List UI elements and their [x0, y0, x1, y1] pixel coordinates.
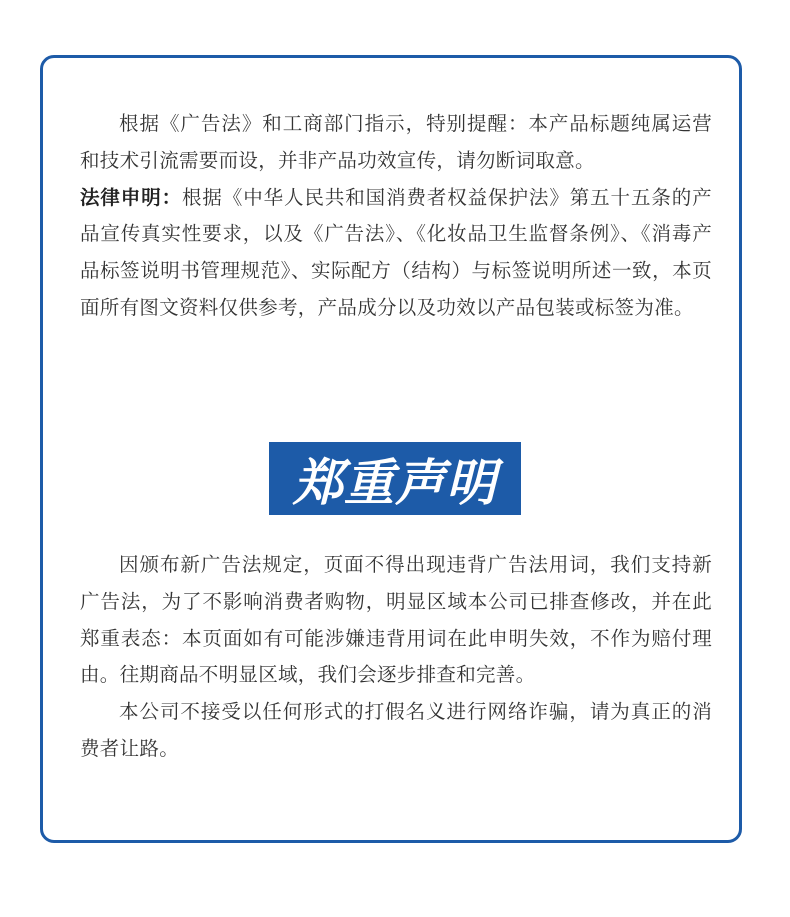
advertising-law-reminder: 根据《广告法》和工商部门指示，特别提醒：本产品标题纯属运营和技术引流需要而设，并非产品功效宣传，请勿断词取意。 [80, 112, 712, 172]
banner-title: 郑重声明 [293, 453, 497, 512]
disclaimer-top [80, 106, 712, 327]
statement-paragraph: 因颁布新广告法规定，页面不得出现违背广告法用词，我们支持新广告法，为了不影响消费者购物，明显区域本公司已排查修改，并在此郑重表态：本页面如有可能涉嫌违背用词在此申明失效，不作为赔付理由。往期商品不明显区域，我们会逐步排查和完善。 [80, 553, 712, 687]
disclaimer-bottom [80, 547, 712, 768]
anti-fraud-notice: 本公司不接受以任何形式的打假名义进行网络诈骗，请为真正的消费者让路。 [80, 700, 712, 760]
legal-declaration-text: 根据《中华人民共和国消费者权益保护法》第五十五条的产品宣传真实性要求，以及《广告法》、《化妆品卫生监督条例》、《消毒产品标签说明书管理规范》、实际配方（结构）与标签说明所述一致，本页面所有图文资料仅供参考，产品成分以及功效以产品包装或标签为准。 [80, 185, 712, 319]
legal-declaration [80, 180, 712, 327]
solemn-statement-banner [269, 442, 521, 515]
legal-declaration-label: 法律申明： [80, 185, 183, 209]
